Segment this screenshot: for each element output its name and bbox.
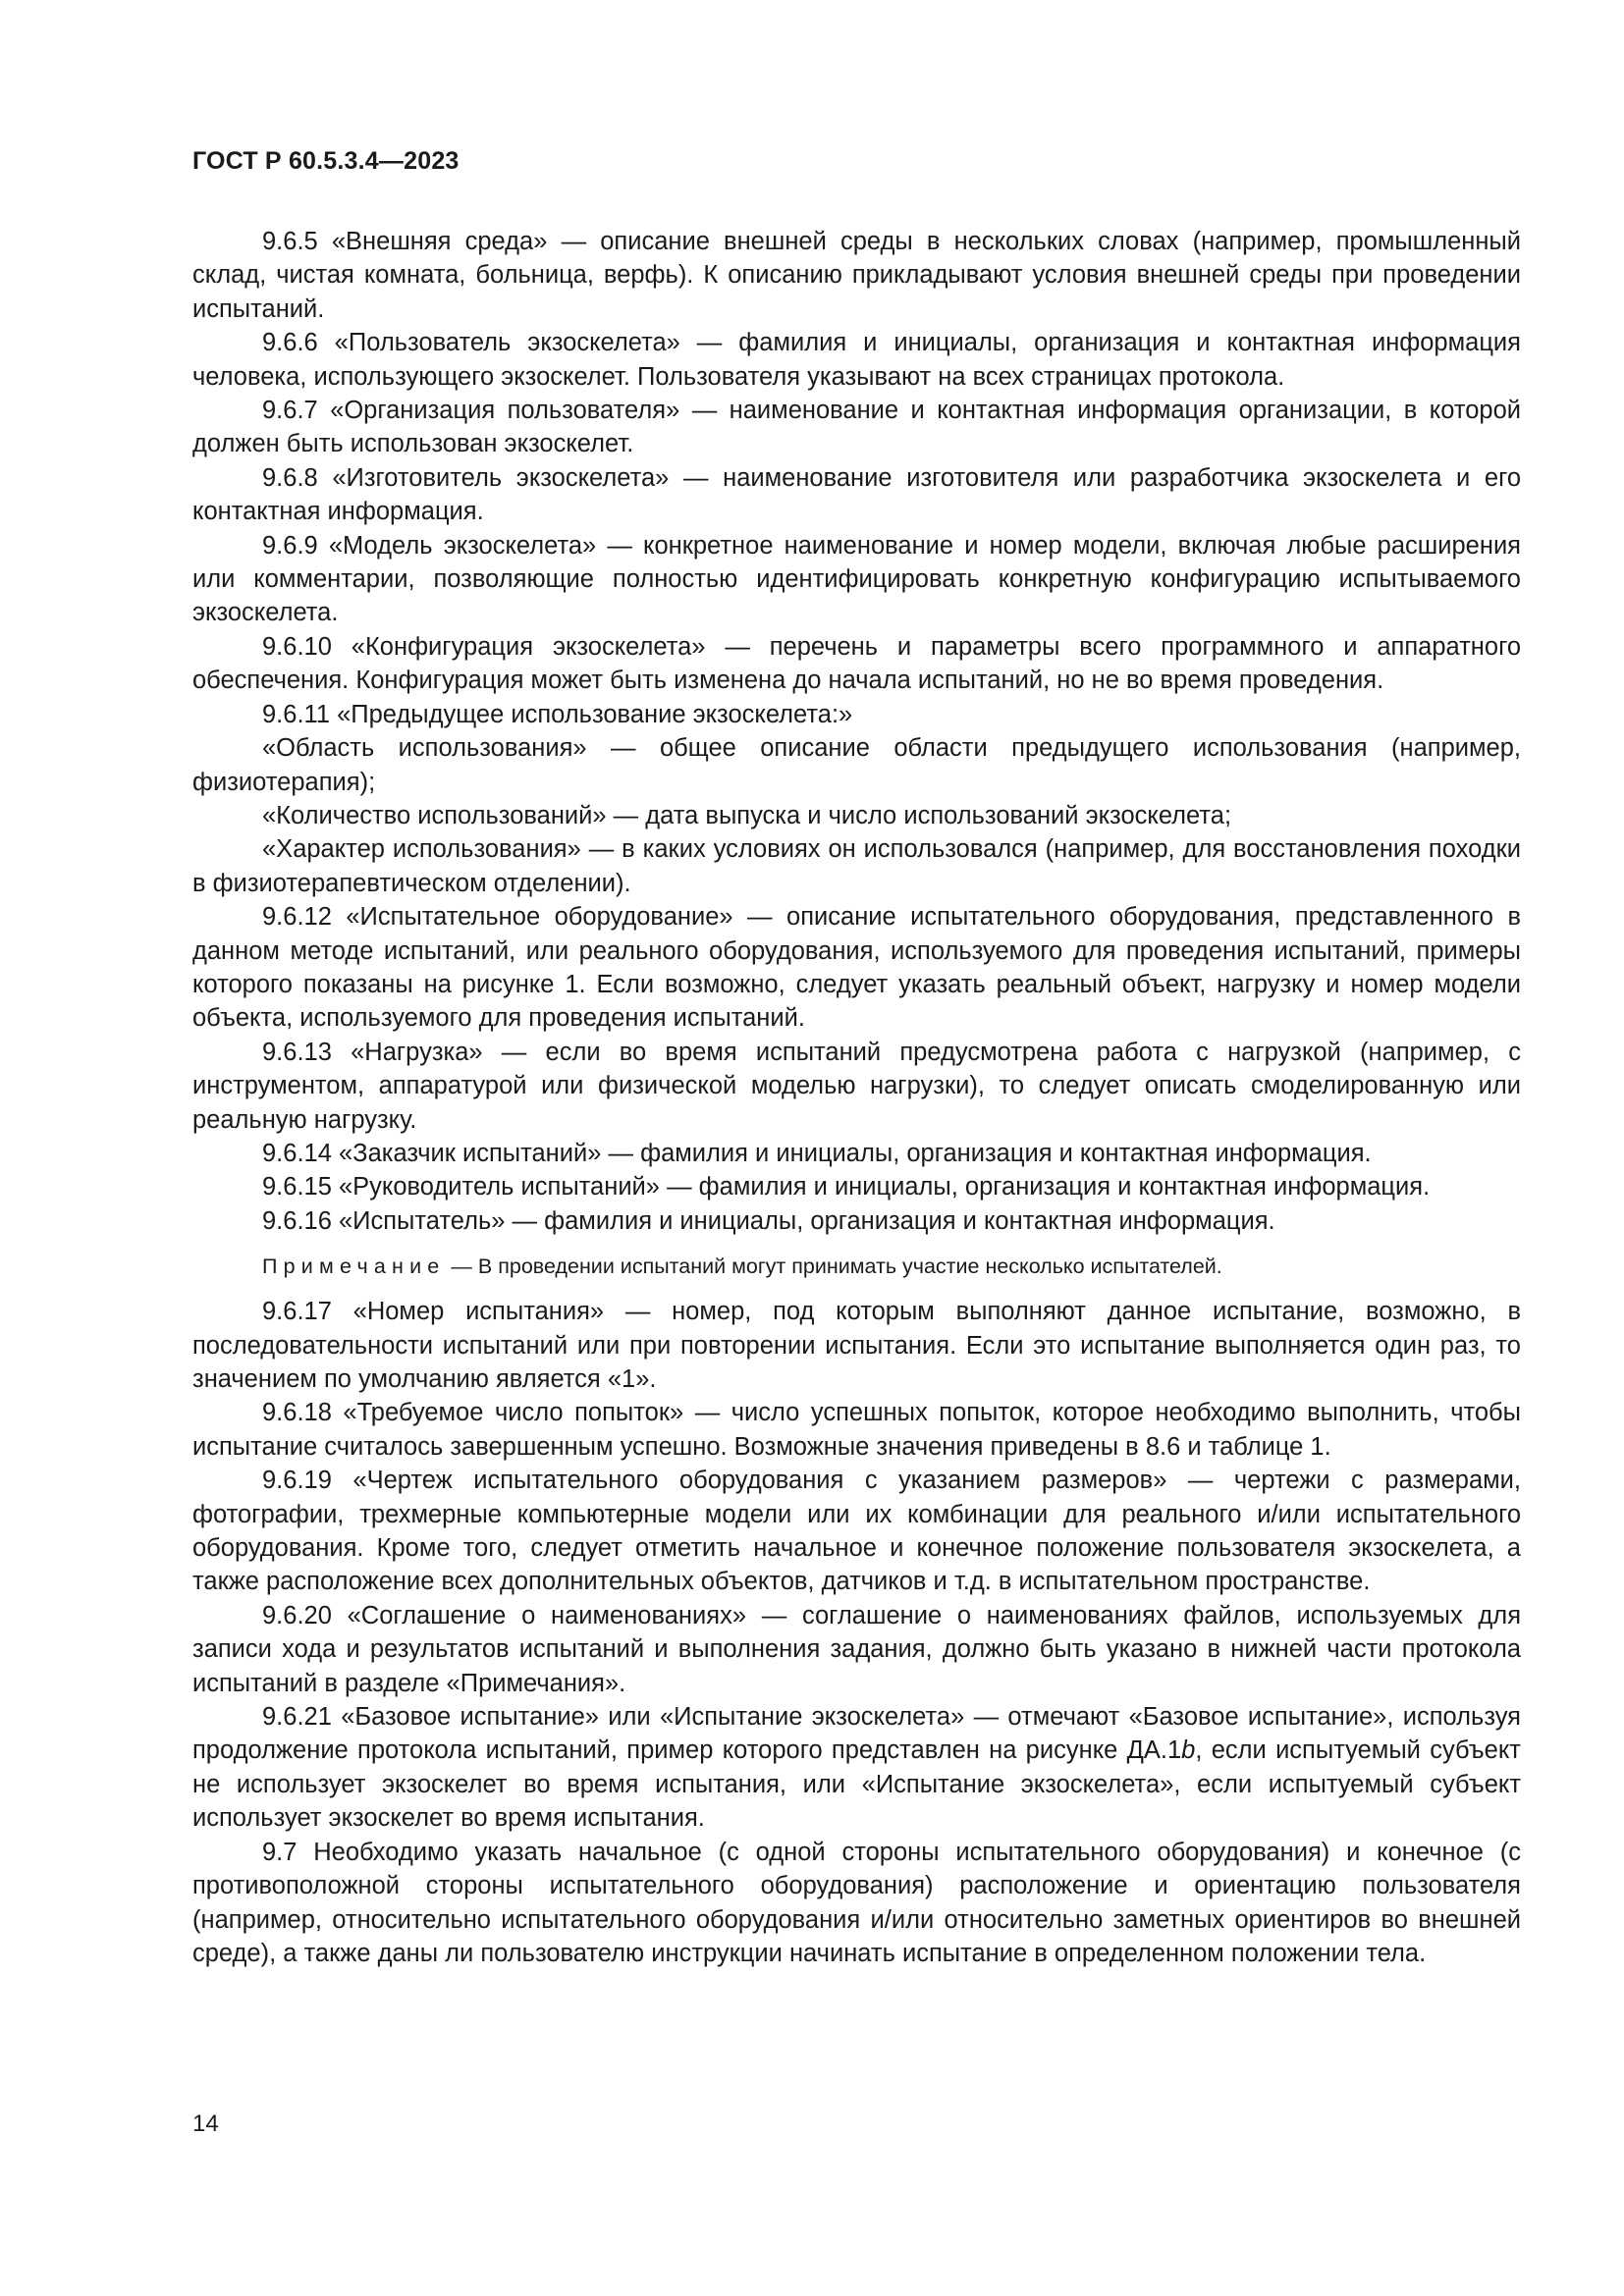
paragraph-9-7: 9.7 Необходимо указать начальное (с одной стороны испытательного оборудования) и конечное (с противоположной стороны испытательного оборудования) расположение и ориентацию пользователя (например, относительно испытательного оборудования и/или относительно заметных ориентиров во внешней среде), а также даны ли пользователю инструкции начинать испытание в определенном положении тела. [192,1838,1521,1967]
figure-ref-italic: b [1181,1736,1196,1765]
paragraph-9-6-11-count: «Количество использований» — дата выпуска и число использований экзоскелета; [262,801,1232,829]
paragraph-9-6-6: 9.6.6 «Пользователь экзоскелета» — фамилия и инициалы, организация и контактная информация человека, использующего экзоскелет. Пользователя указывают на всех страницах протокола. [192,329,1521,391]
page-number: 14 [192,2110,219,2137]
paragraph-9-6-16: 9.6.16 «Испытатель» — фамилия и инициалы, организация и контактная информация. [262,1206,1275,1235]
paragraph-9-6-11: 9.6.11 «Предыдущее использование экзоскелета:» [262,700,853,728]
paragraph-9-6-20: 9.6.20 «Соглашение о наименованиях» — соглашение о наименованиях файлов, используемых для записи хода и результатов испытаний и выполнения задания, должно быть указано в нижней части протокола испытаний в разделе «Примечания». [192,1601,1521,1697]
paragraph-9-6-17: 9.6.17 «Номер испытания» — номер, под которым выполняют данное испытание, возможно, в последовательности испытаний или при повторении испытания. Если это испытание выполняется один раз, то значением по умолчанию является «1». [192,1298,1521,1393]
paragraph-9-6-9: 9.6.9 «Модель экзоскелета» — конкретное наименование и номер модели, включая любые расширения или комментарии, позволяющие полностью идентифицировать конкретную конфигурацию испытываемого экзоскелета. [192,531,1521,627]
paragraph-9-6-18: 9.6.18 «Требуемое число попыток» — число успешных попыток, которое необходимо выполнить, чтобы испытание считалось завершенным успешно. Возможные значения приведены в 8.6 и таблице 1. [192,1399,1521,1461]
paragraph-9-6-5: 9.6.5 «Внешняя среда» — описание внешней среды в нескольких словах (например, промышленный склад, чистая комната, больница, верфь). К описанию прикладывают условия внешней среды при проведении испытаний. [192,228,1521,323]
paragraph-9-6-19: 9.6.19 «Чертеж испытательного оборудования с указанием размеров» — чертежи с размерами, фотографии, трехмерные компьютерные модели или их комбинации для реального и/или испытательного оборудования. Кроме того, следует отметить начальное и конечное положение пользователя экзоскелета, а также расположение всех дополнительных объектов, датчиков и т.д. в испытательном пространстве. [192,1467,1521,1596]
paragraph-9-6-11-area: «Область использования» — общее описание области предыдущего использования (например, физиотерапия); [192,734,1521,796]
paragraph-9-6-11-nature: «Характер использования» — в каких условиях он использовался (например, для восстановления походки в физиотерапевтическом отделении). [192,835,1521,897]
paragraph-9-6-7: 9.6.7 «Организация пользователя» — наименование и контактная информация организации, в которой должен быть использован экзоскелет. [192,397,1521,458]
paragraph-9-6-21-part2: , если испытуемый субъект не использует экзоскелет во время испытания, или «Испытание экзоскелета», если испытуемый субъект использует экзоскелет во время испытания. [192,1736,1521,1833]
paragraph-9-6-8: 9.6.8 «Изготовитель экзоскелета» — наименование изготовителя или разработчика экзоскелета и его контактная информация. [192,463,1521,526]
paragraph-9-6-21-part1: 9.6.21 «Базовое испытание» или «Испытание экзоскелета» — отмечают «Базовое испытание», используя продолжение протокола испытаний, пример которого представлен на рисунке ДА.1 [192,1703,1521,1765]
note-label: Примечание [262,1255,446,1279]
paragraph-9-6-14: 9.6.14 «Заказчик испытаний» — фамилия и инициалы, организация и контактная информация. [262,1139,1372,1167]
paragraph-9-6-12: 9.6.12 «Испытательное оборудование» — описание испытательного оборудования, представленного в данном методе испытаний, или реального оборудования, используемого для проведения испытаний, примеры которого показаны на рисунке 1. Если возможно, следует указать реальный объект, нагрузку и номер модели объекта, используемого для проведения испытаний. [192,903,1521,1033]
note-text: — В проведении испытаний могут принимать участие несколько испытателей. [445,1255,1222,1279]
paragraph-9-6-13: 9.6.13 «Нагрузка» — если во время испытаний предусмотрена работа с нагрузкой (например, с инструментом, аппаратурой или физической моделью нагрузки), то следует описать смоделированную или реальную нагрузку. [192,1038,1521,1134]
paragraph-9-6-15: 9.6.15 «Руководитель испытаний» — фамилия и инициалы, организация и контактная информация. [262,1173,1431,1201]
paragraph-9-6-10: 9.6.10 «Конфигурация экзоскелета» — перечень и параметры всего программного и аппаратного обеспечения. Конфигурация может быть изменена до начала испытаний, но не во время проведения. [192,632,1521,695]
document-body [192,225,1521,1970]
paragraph-9-6-21 [192,1700,1521,1836]
note [192,1252,1521,1281]
standard-header: ГОСТ Р 60.5.3.4—2023 [192,147,460,175]
